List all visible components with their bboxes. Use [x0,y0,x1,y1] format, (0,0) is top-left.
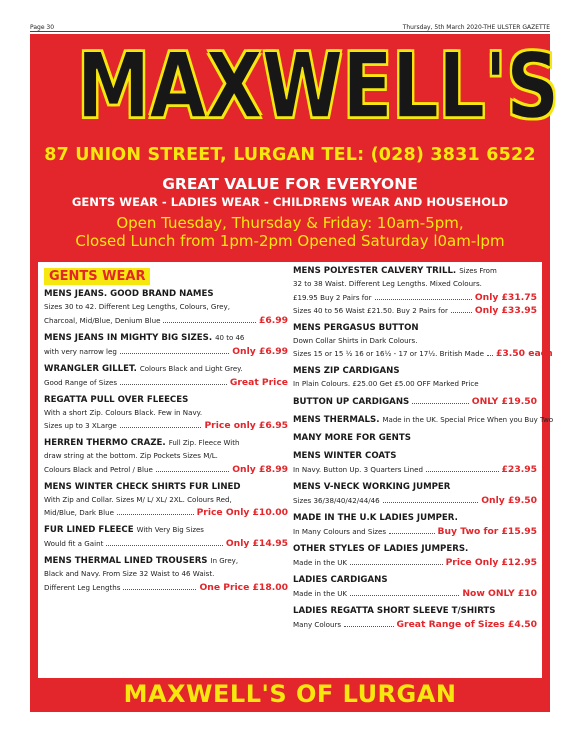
product-price: Price Only £10.00 [196,507,288,518]
price-label: Made in the UK [293,588,348,598]
newspaper-masthead [30,19,550,32]
product-item [293,512,537,538]
product-description: Sizes 30 to 42. Different Leg Lengths, Colours, Grey, [44,302,230,311]
dot-leader [375,299,472,300]
dot-leader [120,353,229,354]
dot-leader [451,312,472,313]
product-title-text: OTHER STYLES OF LADIES JUMPERS. [293,543,469,554]
price-label: Made in the UK [293,557,348,567]
product-title-note: 40 to 46 [215,333,245,342]
price-row [293,525,537,538]
product-price: Only £8.99 [232,463,288,475]
price-row [293,304,537,317]
product-title [293,512,537,525]
store-logo: MAXWELL'S [76,34,559,139]
price-row [293,618,537,631]
product-price: Only £6.99 [232,345,288,357]
product-title-text: REGATTA PULL OVER FLEECES [44,394,189,405]
product-title-text: MENS V-NECK WORKING JUMPER [293,481,451,492]
dot-leader [350,595,459,596]
price-label: Sizes 36/38/40/42/44/46 [293,495,380,505]
dot-leader [412,403,469,404]
product-title [44,524,288,537]
product-item [293,543,537,569]
product-title-text: MANY MORE FOR GENTS [293,432,411,443]
price-label: Sizes 40 to 56 Waist £21.50. Buy 2 Pairs for [293,305,448,315]
product-title-note: Made in the UK. Special Price When you Buy Two [382,415,554,424]
price-row [44,314,288,327]
product-title-note: In Grey, [210,557,239,565]
dot-leader [383,502,479,503]
opening-hours-line-1: Open Tuesday, Thursday & Friday: 10am-5pm, [116,214,464,232]
advertisement [30,34,559,712]
price-label: Would fit a Gaint [44,539,104,548]
product-item [293,322,553,361]
product-price: Great Range of Sizes £4.50 [396,618,537,630]
product-item [44,481,288,520]
product-item [44,524,288,550]
product-price: Only £33.95 [474,304,537,316]
dot-leader [487,355,493,356]
dot-leader [117,514,194,515]
price-row [44,506,288,519]
product-title-text: FUR LINED FLEECE [44,525,134,535]
price-label: Sizes up to 3 XLarge [44,421,117,430]
product-price: Buy Two for £15.95 [437,525,537,537]
product-price: ONLY £19.50 [471,395,537,407]
product-title [293,322,537,335]
product-item [293,450,537,476]
product-title [293,450,537,463]
product-title-text: MADE IN THE U.K LADIES JUMPER. [293,512,458,523]
product-title-note: With Very Big Sizes [136,526,204,534]
product-title-text: MENS WINTER CHECK SHIRTS FUR LINED [44,481,241,492]
product-description: Black and Navy. From Size 32 Waist to 46 Waist. [44,569,215,578]
dot-leader [344,626,393,627]
product-title [293,543,537,556]
product-price: Only £14.95 [225,538,288,549]
price-label: In Navy. Button Up. 3 Quarters Lined [293,464,424,474]
dot-leader [123,589,196,590]
price-row [293,347,553,360]
dot-leader [163,322,255,323]
product-item [293,414,554,427]
price-row [44,581,288,594]
product-price: Price only £6.95 [204,420,288,431]
product-item [293,574,537,600]
price-label: In Many Colours and Sizes [293,526,387,536]
product-title-text: LADIES CARDIGANS [293,574,388,585]
product-list-panel [38,262,554,678]
store-address: 87 UNION STREET, LURGAN TEL: (028) 3831 6522 [44,145,536,165]
price-label: Different Leg Lengths [44,582,121,592]
product-description: With Zip and Collar. Sizes M/ L/ XL/ 2XL. Colours Red, [44,494,232,504]
price-row [44,419,288,432]
product-item [293,481,537,507]
product-description: 32 to 38 Waist. Different Leg Lengths. Mixed Colours. [293,279,482,288]
product-title [44,363,288,376]
product-price: Only £31.75 [474,291,537,303]
product-title-text: MENS JEANS IN MIGHTY BIG SIZES. [44,332,213,343]
product-title [44,394,288,407]
price-row [293,463,537,476]
price-label: Good Range of Sizes [44,377,118,387]
dot-leader [350,564,443,565]
product-title [44,437,288,450]
product-title [44,332,288,345]
product-description: Down Collar Shirts in Dark Colours. [293,335,418,345]
product-title-note: Sizes From [459,267,497,275]
price-label: with very narrow leg [44,346,117,356]
product-title-text: MENS POLYESTER CALVERY TRILL. [293,266,457,276]
product-title-text: MENS JEANS. GOOD BRAND NAMES [44,289,214,299]
product-title [293,605,537,618]
price-row [293,587,537,600]
price-row [44,463,288,476]
product-description: In Plain Colours. £25.00 Get £5.00 OFF Marked Price [293,379,479,388]
dot-leader [156,471,229,472]
price-label: Charcoal, Mid/Blue, Denium Blue [44,315,161,325]
product-title-text: WRANGLER GILLET. [44,363,137,374]
product-price: Great Price [229,376,288,388]
price-row [293,556,537,569]
product-title-text: MENS ZIP CARDIGANS [293,366,400,376]
departments: GENTS WEAR - LADIES WEAR - CHILDRENS WEAR AND HOUSEHOLD [71,195,509,209]
price-label: Colours Black and Petrol / Blue [44,464,153,474]
dot-leader [120,427,202,428]
product-price: Only £9.50 [481,494,537,506]
product-title [293,365,537,378]
price-row [44,537,288,550]
product-item [44,437,288,476]
product-item [293,605,537,631]
dot-leader [120,384,227,385]
product-item [44,394,288,433]
product-item [293,265,537,317]
product-title [44,555,288,568]
price-label: Mid/Blue, Dark Blue [44,508,114,517]
product-title-row [293,396,537,409]
price-row [44,376,288,389]
product-title-text: MENS WINTER COATS [293,450,397,461]
product-price: One Price £18.00 [199,581,288,593]
product-item [44,363,288,389]
footer-store-name: MAXWELL'S OF LURGAN [123,680,457,708]
product-price: Price Only £12.95 [445,556,537,568]
product-title-text: LADIES REGATTA SHORT SLEEVE T/SHIRTS [293,605,496,616]
opening-hours-line-2: Closed Lunch from 1pm-2pm Opened Saturday l0am-lpm [75,232,505,250]
right-column [293,265,554,636]
product-price: Now ONLY £10 [462,587,537,599]
product-title [44,288,288,301]
product-item [44,332,288,358]
product-item [44,555,288,594]
product-item [293,365,537,391]
price-row [44,345,288,358]
product-title-note: Colours Black and Light Grey. [139,364,243,373]
dot-leader [106,545,222,546]
product-title: BUTTON UP CARDIGANS [293,396,410,407]
product-title-text: MENS PERGASUS BUTTON [293,322,419,333]
product-title [44,481,288,494]
dot-leader [389,533,434,534]
slogan: GREAT VALUE FOR EVERYONE [162,175,418,193]
product-title [293,414,554,427]
product-price: £3.50 each [495,348,553,359]
price-label: Sizes 15 or 15 ½ 16 or 16½ - 17 or 17½. British Made [293,349,484,358]
left-column [44,265,288,599]
section-title-gents-wear: GENTS WEAR [44,268,150,285]
price-label: Many Colours [293,619,342,629]
dateline: Thursday, 5th March 2020-THE ULSTER GAZETTE [402,24,550,31]
price-row [293,494,537,507]
product-item [293,396,537,409]
product-title [293,574,537,587]
product-item [293,432,537,445]
product-price: £23.95 [501,463,537,475]
dot-leader [426,471,499,472]
product-title-text: HERREN THERMO CRAZE. [44,438,166,448]
product-price: £6.99 [258,314,288,326]
product-title-text: MENS THERMALS. [293,414,380,425]
product-title-text: MENS THERMAL LINED TROUSERS [44,556,208,566]
product-description: With a short Zip. Colours Black. Few in Navy. [44,407,203,417]
price-row [293,291,537,304]
product-item [44,288,288,327]
product-description: draw string at the bottom. Zip Pockets Sizes M/L. [44,451,218,460]
product-title [293,432,537,445]
price-label: £19.95 Buy 2 Pairs for [293,292,372,302]
page-number: Page 30 [30,24,55,31]
product-title [293,481,537,494]
product-title-note: Full Zip. Fleece With [168,439,240,447]
product-title [293,265,537,278]
